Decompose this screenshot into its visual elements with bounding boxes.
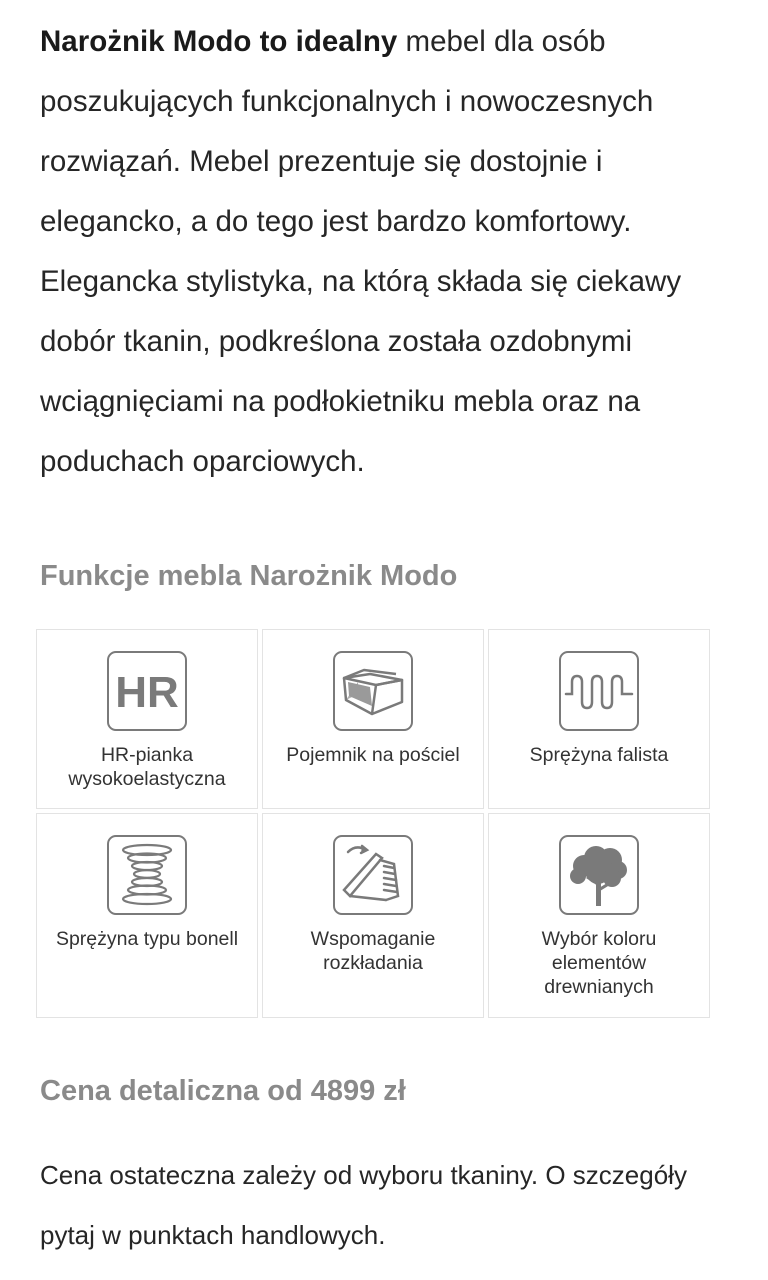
wave-spring-icon [559, 651, 639, 731]
feature-hr-foam [36, 629, 258, 809]
price-title: Cena detaliczna od 4899 zł [40, 1075, 406, 1107]
description-bold-intro: Narożnik Modo to idealny [40, 25, 398, 58]
hr-foam-icon [107, 651, 187, 731]
feature-label: Sprężyna falista [529, 744, 669, 766]
tree-icon [559, 835, 639, 915]
feature-label: Wybór koloru elementów drewnianych [541, 928, 657, 998]
hr-icon-text: HR [115, 668, 179, 717]
feature-unfolding-assist [262, 813, 484, 1018]
feature-wave-spring [488, 629, 710, 809]
unfolding-assist-icon [333, 835, 413, 915]
features-title: Funkcje mebla Narożnik Modo [40, 560, 458, 592]
feature-label: Wspomaganie rozkładania [310, 928, 436, 974]
product-description [40, 12, 740, 492]
price-note: Cena ostateczna zależy od wyboru tkaniny. O szczegóły pytaj w punktach handlowych. [40, 1160, 687, 1250]
bedding-container-icon [333, 651, 413, 731]
feature-wood-color [488, 813, 710, 1018]
bonell-spring-icon [107, 835, 187, 915]
feature-label: Sprężyna typu bonell [55, 928, 239, 950]
feature-bonell-spring [36, 813, 258, 1018]
feature-bedding-container [262, 629, 484, 809]
description-text: mebel dla osób poszukujących funkcjonalnych i nowoczesnych rozwiązań. Mebel prezentuje się dostojnie i elegancko, a do tego jest bardzo komfortowy. Elegancka stylistyka, na którą składa się ciekawy dobór tkanin, podkreślona została ozdobnymi wciągnięciami na podłokietniku mebla oraz na poduchach oparciowych. [40, 25, 682, 478]
feature-label: Pojemnik na pościel [286, 744, 460, 766]
feature-label: HR-pianka wysokoelastyczna [68, 744, 226, 790]
features-grid [36, 629, 710, 1018]
